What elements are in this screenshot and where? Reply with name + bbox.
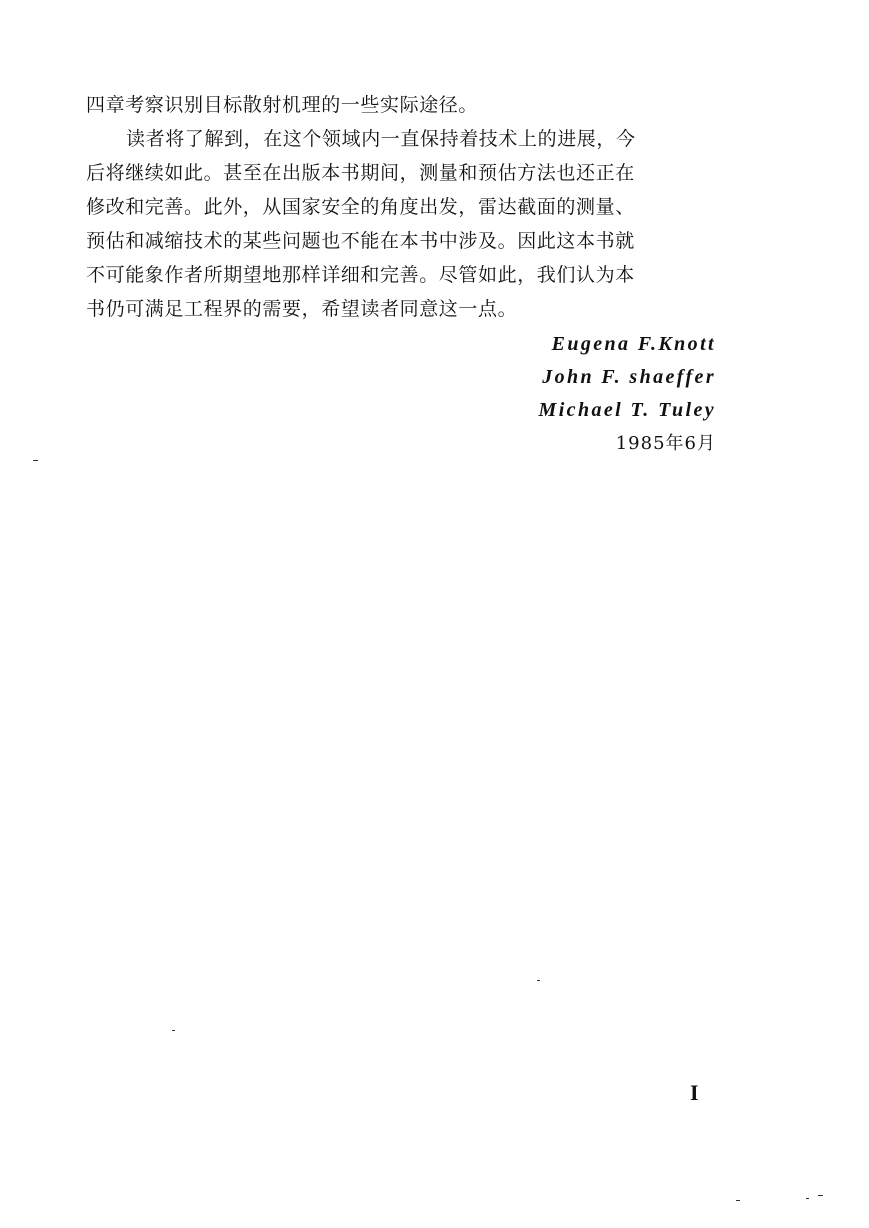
author-name-3: Michael T. Tuley — [538, 399, 716, 421]
author-name-1: Eugena F.Knott — [551, 333, 716, 355]
text-line-6: 不可能象作者所期望地那样详细和完善。尽管如此，我们认为本 — [86, 264, 635, 286]
text-line-3: 后将继续如此。甚至在出版本书期间，测量和预估方法也还正在 — [86, 162, 635, 184]
preface-text — [86, 88, 746, 326]
text-line-2: 读者将了解到，在这个领域内一直保持着技术上的进展，今 — [126, 128, 636, 150]
text-line-1: 四章考察识别目标散射机理的一些实际途径。 — [86, 94, 479, 116]
author-name-2: John F. shaeffer — [542, 366, 716, 388]
scan-speck — [33, 460, 38, 461]
text-line-7: 书仍可满足工程界的需要，希望读者同意这一点。 — [86, 298, 518, 320]
scan-speck — [818, 1195, 823, 1196]
scan-speck — [736, 1200, 740, 1201]
author-signatures — [539, 328, 716, 460]
scan-speck — [172, 1030, 175, 1031]
text-line-5: 预估和减缩技术的某些问题也不能在本书中涉及。因此这本书就 — [86, 230, 635, 252]
preface-date: 1985年6月 — [615, 433, 716, 454]
scan-speck — [806, 1198, 809, 1199]
text-line-4: 修改和完善。此外，从国家安全的角度出发，雷达截面的测量、 — [86, 196, 635, 218]
page-number: I — [690, 1080, 699, 1105]
scan-speck — [537, 980, 540, 981]
